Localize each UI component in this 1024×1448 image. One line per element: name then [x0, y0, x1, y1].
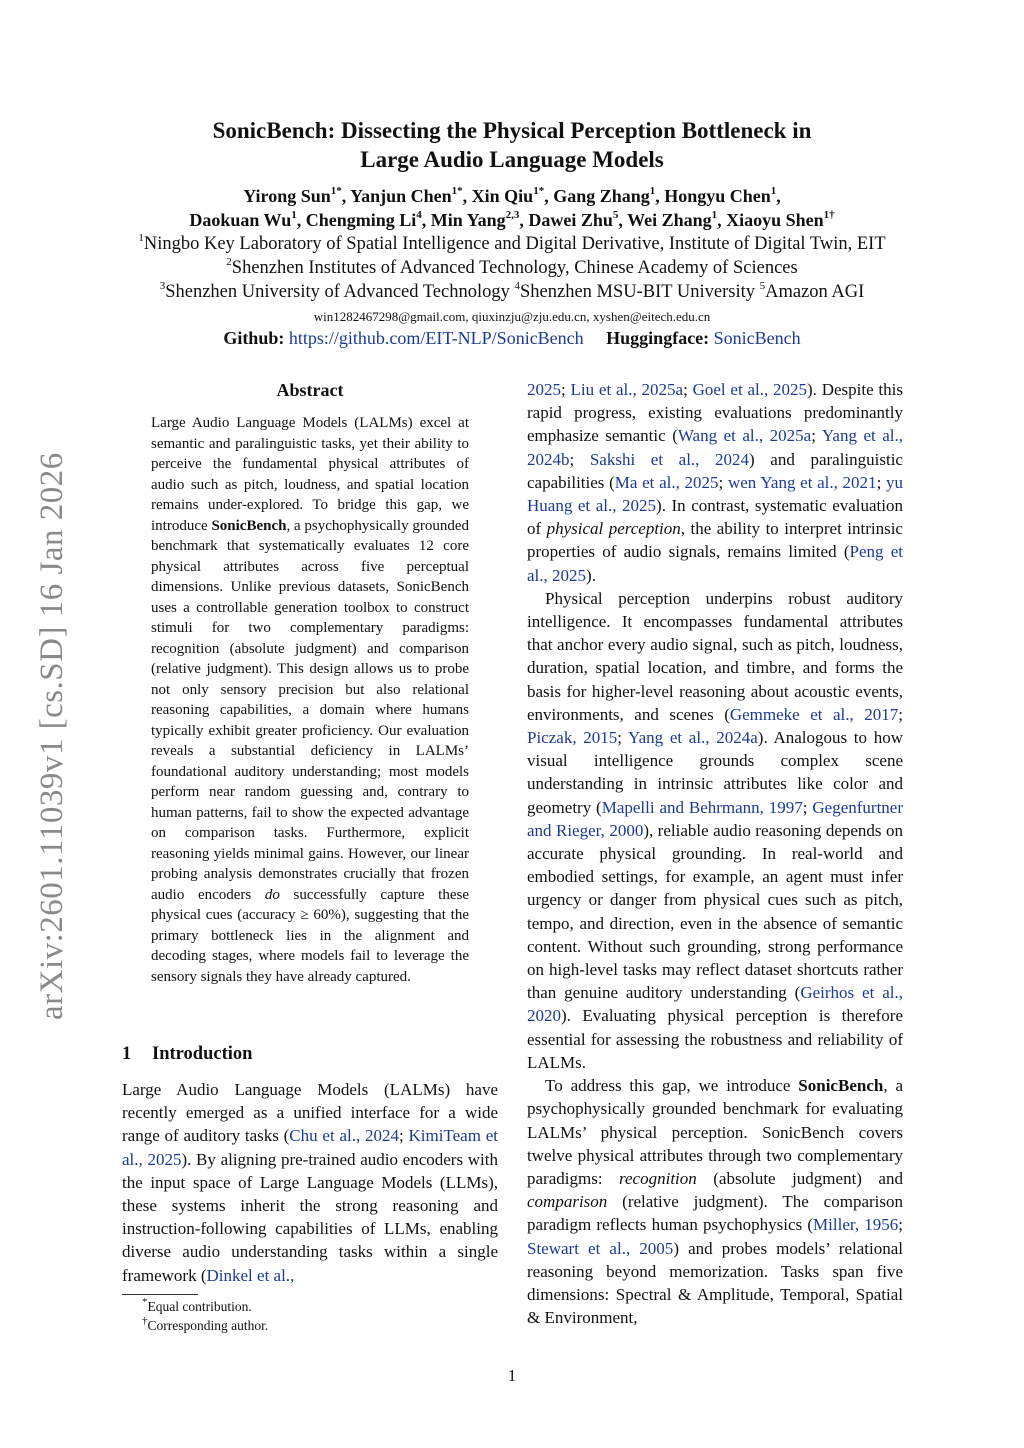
- paper-title: [80, 116, 944, 174]
- author: Hongyu Chen$^1$: [664, 185, 777, 206]
- abstract-heading: Abstract: [276, 380, 344, 400]
- github-link[interactable]: https://github.com/EIT-NLP/SonicBench: [288, 328, 584, 348]
- citation-link[interactable]: Geirhos et al., 2020: [527, 983, 903, 1026]
- paragraph: Large Audio Language Models (LALMs) have recently emerged as a unified interface for a wide range of auditory tasks (Chu et al., 2024; KimiTeam et al., 2025). By aligning pre-trained audio encoders with the input space of Large Language Models (LLMs), these systems inherit the strong reasoning and instruction-following capabilities of LLMs, enabling diverse audio understanding tasks within a single framework (Dinkel et al.,: [122, 1080, 498, 1285]
- author: Xin Qiu$^{1*}$: [471, 185, 545, 206]
- huggingface-link[interactable]: SonicBench: [713, 328, 801, 348]
- citation-link[interactable]: Gemmeke et al., 2017: [729, 704, 899, 724]
- citation-link[interactable]: Yang et al., 2024a: [628, 728, 758, 748]
- footnotes: [142, 1297, 268, 1335]
- huggingface-label: Huggingface:: [606, 328, 710, 348]
- citation-link[interactable]: Liu et al., 2025a: [570, 380, 684, 399]
- affiliations: [60, 232, 964, 304]
- github-label: Github:: [223, 328, 285, 348]
- author: Yanjun Chen$^{1*}$: [350, 185, 463, 206]
- citation-link[interactable]: Ma et al., 2025: [614, 472, 719, 492]
- author-list: [80, 184, 944, 232]
- section-heading-introduction: 1 Introduction: [122, 1044, 253, 1064]
- affiliation-line: $^2$Shenzhen Institutes of Advanced Technology, Chinese Academy of Sciences: [226, 255, 798, 278]
- author: Yirong Sun$^{1*}$: [243, 185, 342, 206]
- citation-link[interactable]: 2025: [527, 380, 561, 399]
- citation-link[interactable]: Stewart et al., 2005: [527, 1238, 674, 1258]
- footnote-divider: [122, 1294, 198, 1295]
- intro-column-right: [527, 378, 903, 1329]
- footnote: *Equal contribution.: [142, 1295, 252, 1314]
- author-line-1: Yirong Sun$^{1*}$, Yanjun Chen$^{1*}$, Xin Qiu$^{1*}$, Gang Zhang$^1$, Hongyu Chen$^1$,: [243, 185, 781, 206]
- paragraph: Physical perception underpins robust auditory intelligence. It encompasses fundamental attributes that anchor every audio signal, such as pitch, loudness, duration, spatial location, and timbre, and forms the basis for higher-level reasoning about acoustic events, environments, and scenes (Gemmeke et al., 2017; Piczak, 2015; Yang et al., 2024a). Analogous to how visual intelligence grounds complex scene understanding in intrinsic attributes like color and geometry (Mapelli and Behrmann, 1997; Gegenfurtner and Rieger, 2000), reliable audio reasoning depends on accurate physical grounding. In real-world and embodied settings, for example, an agent must infer urgency or danger from physical cues such as pitch, tempo, and direction, even in the absence of semantic content. Without such grounding, strong performance on high-level tasks may reflect dataset shortcuts rather than genuine auditory understanding (Geirhos et al., 2020). Evaluating physical perception is therefore essential for assessing the robustness and reliability of LALMs.: [527, 588, 903, 1072]
- arxiv-identifier-stamp: arXiv:2601.11039v1 [cs.SD] 16 Jan 2026: [34, 452, 70, 1020]
- citation-link[interactable]: Wang et al., 2025a: [677, 426, 812, 446]
- affiliation-line: $^3$Shenzhen University of Advanced Technology $^4$Shenzhen MSU-BIT University $^5$Amazon AGI: [159, 279, 865, 302]
- intro-column-left: [122, 1078, 498, 1287]
- citation-link[interactable]: Chu et al., 2024: [289, 1126, 399, 1146]
- author-line-2: Daokuan Wu$^1$, Chengming Li$^4$, Min Yang$^{2,3}$, Dawei Zhu$^5$, Wei Zhang$^1$, Xiaoyu Shen$^{1\dagger}$: [189, 209, 835, 230]
- contact-emails: win1282467298@gmail.com, qiuxinzju@zju.edu.cn, xyshen@eitech.edu.cn: [313, 309, 711, 324]
- project-links: [80, 328, 944, 349]
- author: Xiaoyu Shen$^{1\dagger}$: [726, 209, 835, 230]
- affiliation-line: $^1$Ningbo Key Laboratory of Spatial Intelligence and Digital Derivative, Institute of Digital Twin, EIT: [138, 231, 886, 254]
- author: Daokuan Wu$^1$: [189, 209, 297, 230]
- paragraph: 2025; Liu et al., 2025a; Goel et al., 2025). Despite this rapid progress, existing evaluations predominantly emphasize semantic (Wang et al., 2025a; Yang et al., 2024b; Sakshi et al., 2024) and paralinguistic capabilities (Ma et al., 2025; wen Yang et al., 2021; yu Huang et al., 2025). In contrast, systematic evaluation of physical perception, the ability to interpret intrinsic properties of audio signals, remains limited (Peng et al., 2025).: [527, 380, 904, 585]
- author: Dawei Zhu$^5$: [528, 209, 619, 230]
- citation-link[interactable]: Gegenfurtner and Rieger, 2000: [527, 797, 903, 840]
- author: Chengming Li$^4$: [305, 209, 422, 230]
- citation-link[interactable]: KimiTeam et al., 2025: [122, 1126, 498, 1169]
- title-line-1: SonicBench: Dissecting the Physical Perception Bottleneck in: [212, 118, 812, 143]
- author: Wei Zhang$^1$: [627, 209, 718, 230]
- paragraph: To address this gap, we introduce SonicBench, a psychophysically grounded benchmark for evaluating LALMs’ physical perception. SonicBench covers twelve physical attributes through two complementary paradigms: recognition (absolute judgment) and comparison (relative judgment). The comparison paradigm reflects human psychophysics (Miller, 1956; Stewart et al., 2005) and probes models’ relational reasoning beyond memorization. Tasks span five dimensions: Spectral & Amplitude, Temporal, Spatial & Environment,: [527, 1076, 904, 1328]
- title-line-2: Large Audio Language Models: [360, 147, 664, 172]
- citation-link[interactable]: wen Yang et al., 2021: [727, 472, 877, 492]
- citation-link[interactable]: yu Huang et al., 2025: [527, 472, 903, 516]
- citation-link[interactable]: Miller, 1956: [813, 1215, 899, 1235]
- citation-link[interactable]: Piczak, 2015: [527, 728, 618, 748]
- footnote: †Corresponding author.: [142, 1314, 269, 1333]
- author: Gang Zhang$^1$: [553, 185, 656, 206]
- citation-link[interactable]: Yang et al., 2024b: [527, 426, 904, 469]
- author: Min Yang$^{2,3}$: [430, 209, 520, 230]
- citation-link[interactable]: Peng et al., 2025: [527, 542, 903, 585]
- page-number: 1: [507, 1366, 517, 1385]
- citation-link[interactable]: Mapelli and Behrmann, 1997: [601, 797, 803, 817]
- citation-link[interactable]: Dinkel et al.,: [206, 1265, 295, 1285]
- citation-link[interactable]: Goel et al., 2025: [692, 380, 808, 399]
- citation-link[interactable]: Sakshi et al., 2024: [589, 449, 750, 469]
- abstract-text: Large Audio Language Models (LALMs) excel at semantic and paralinguistic tasks, yet their ability to perceive the fundamental physical attributes of audio such as pitch, loudness, and spatial location remains under-explored. To bridge this gap, we introduce SonicBench, a psychophysically grounded benchmark that systematically evaluates 12 core physical attributes across five perceptual dimensions. Unlike previous datasets, SonicBench uses a controllable generation toolbox to construct stimuli for two complementary paradigms: recognition (absolute judgment) and comparison (relative judgment). This design allows us to probe not only sensory precision but also relational reasoning capabilities, a domain where humans typically exhibit greater proficiency. Our evaluation reveals a substantial deficiency in LALMs’ foundational auditory understanding; most models perform near random guessing and, contrary to human patterns, fail to show the expected advantage on comparison tasks. Furthermore, explicit reasoning yields minimal gains. However, our linear probing analysis demonstrates crucially that frozen audio encoders do successfully capture these physical cues (accuracy ≥ 60%), suggesting that the primary bottleneck lies in the alignment and decoding stages, where models fail to leverage the sensory signals they have already captured.: [151, 415, 469, 985]
